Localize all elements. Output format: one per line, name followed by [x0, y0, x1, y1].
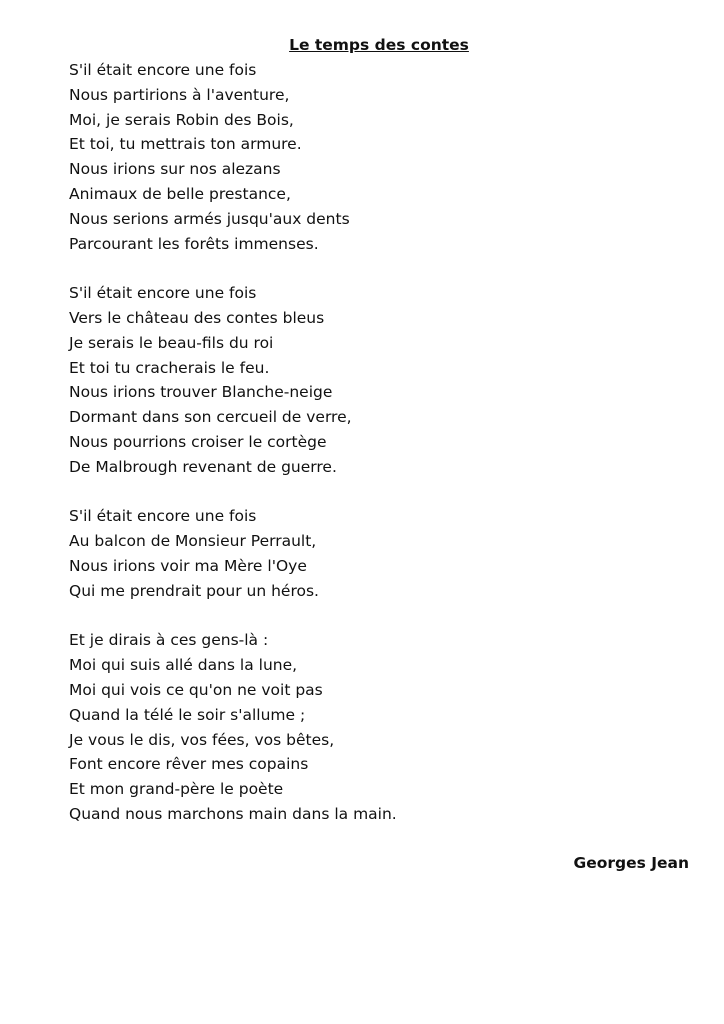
poem-line: Nous irions sur nos alezans	[69, 160, 281, 179]
poem-line: Nous pourrions croiser le cortège	[69, 432, 327, 451]
poem-line: Qui me prendrait pour un héros.	[69, 581, 319, 600]
poem-line: S'il était encore une fois	[69, 507, 257, 526]
stanza-4	[69, 628, 689, 826]
poem-line: Nous irions trouver Blanche-neige	[69, 383, 333, 402]
author-signature: Georges Jean	[573, 854, 689, 872]
poem-line: Quand la télé le soir s'allume ;	[69, 705, 306, 724]
poem-body	[69, 58, 689, 852]
stanza-1	[69, 58, 689, 256]
poem-line: Vers le château des contes bleus	[69, 308, 325, 327]
poem-line: Je vous le dis, vos fées, vos bêtes,	[69, 730, 335, 749]
poem-line: Au balcon de Monsieur Perrault,	[69, 532, 317, 551]
poem-line: S'il était encore une fois	[69, 61, 257, 79]
poem-line: Nous irions voir ma Mère l'Oye	[69, 556, 307, 575]
poem-line: Parcourant les forêts immenses.	[69, 234, 319, 253]
poem-line: Je serais le beau-fils du roi	[69, 333, 274, 352]
poem-line: Animaux de belle prestance,	[69, 184, 291, 203]
poem-line: De Malbrough revenant de guerre.	[69, 457, 337, 476]
poem-line: Nous serions armés jusqu'aux dents	[69, 209, 350, 228]
poem-line: Moi qui vois ce qu'on ne voit pas	[69, 680, 323, 699]
poem-line: Quand nous marchons main dans la main.	[69, 804, 397, 823]
poem-line: Nous partirions à l'aventure,	[69, 85, 290, 104]
poem-line: Dormant dans son cercueil de verre,	[69, 408, 352, 427]
poem-line: Et mon grand-père le poète	[69, 780, 284, 799]
poem-line: S'il était encore une fois	[69, 284, 257, 303]
poem-line: Et toi tu cracherais le feu.	[69, 358, 270, 377]
poem-line: Font encore rêver mes copains	[69, 755, 309, 774]
poem-line: Et toi, tu mettrais ton armure.	[69, 135, 302, 154]
stanza-2	[69, 281, 689, 479]
stanza-3	[69, 504, 689, 603]
poem-line: Moi, je serais Robin des Bois,	[69, 110, 294, 129]
poem-line: Et je dirais à ces gens-là :	[69, 631, 269, 650]
poem-line: Moi qui suis allé dans la lune,	[69, 656, 298, 675]
poem-title: Le temps des contes	[289, 36, 469, 54]
